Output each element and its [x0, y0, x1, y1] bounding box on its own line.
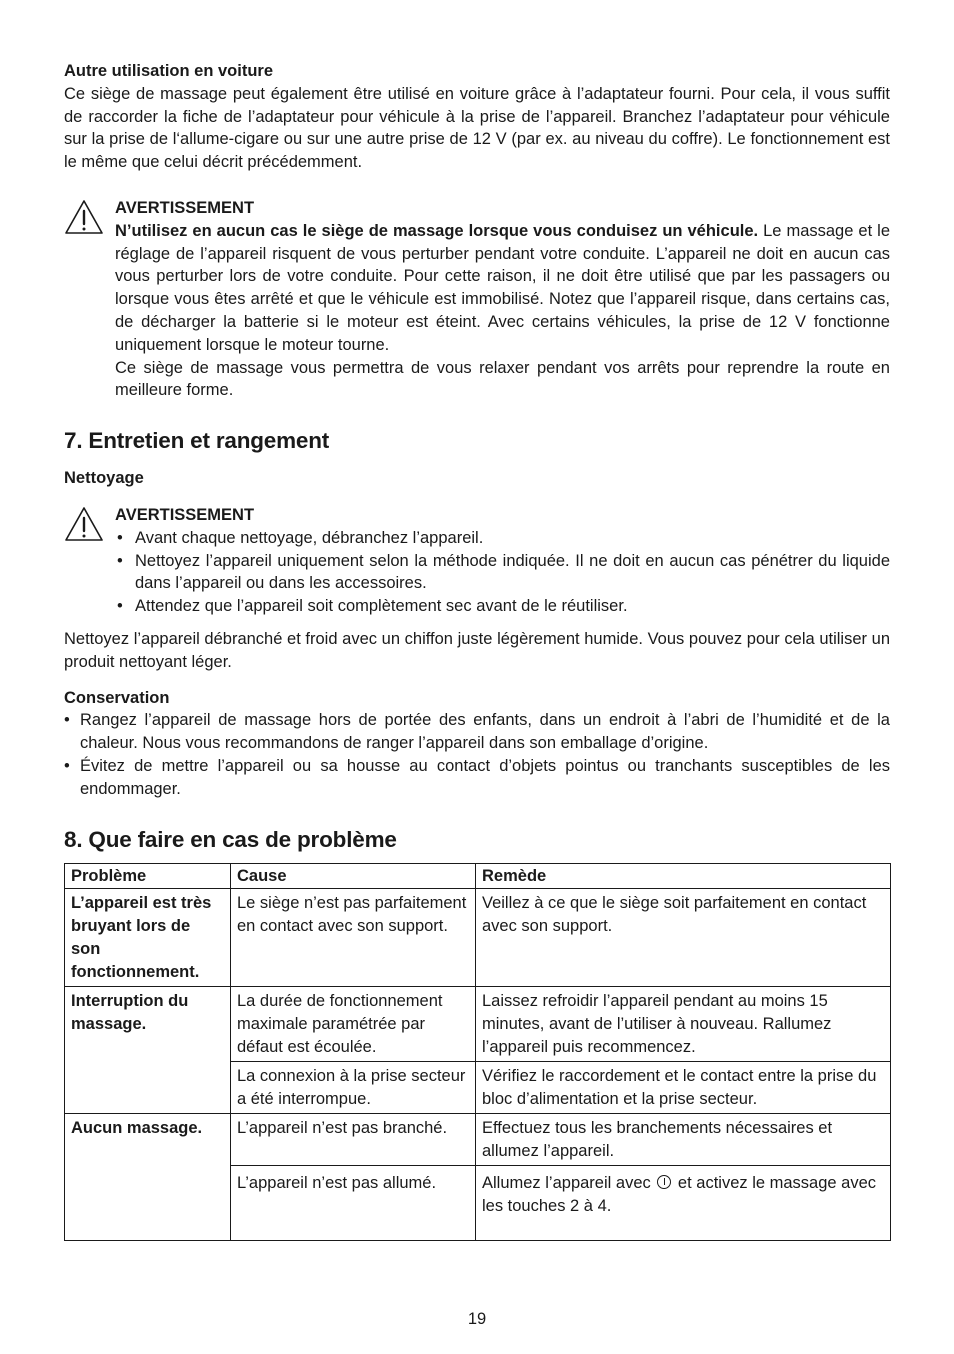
power-icon: [657, 1175, 671, 1189]
warning-triangle-icon: [64, 506, 104, 542]
list-item: • Évitez de mettre l’appareil ou sa housse au contact d’objets pointus ou tranchants susceptibles de les endommager.: [64, 755, 890, 801]
cause-cell: La durée de fonctionnement maximale paramétrée par défaut est écoulée.: [231, 986, 476, 1061]
warning-title: AVERTISSEMENT: [115, 505, 255, 524]
warning-driving: [64, 197, 890, 402]
table-row: [65, 888, 891, 986]
car-section-text: Ce siège de massage peut également être utilisé en voiture grâce à l’adaptateur fourni. Pour cela, il vous suffit de raccorder la fiche de l’adaptateur pour véhicule à la prise de l’appareil. Branchez l’adaptateur pour véhicule sur la prise de l‘allume-cigare ou sur une autre prise de 12 V (par ex. au niveau du coffre). Le fonctionnement est le même que celui décrit précédemment.: [64, 84, 890, 172]
warning-title: AVERTISSEMENT: [115, 198, 255, 217]
list-item: • Rangez l’appareil de massage hors de portée des enfants, dans un endroit à l’abri de l’humidité et de la chaleur. Nous vous recommandons de ranger l’appareil dans son emballage d’origine.: [64, 709, 890, 755]
warning-cleaning: [64, 504, 890, 618]
remedy-cell: Veillez à ce que le siège soit parfaitement en contact avec son support.: [476, 888, 891, 986]
car-section-title: Autre utilisation en voiture: [64, 62, 274, 80]
warning-text: [115, 220, 890, 357]
cleaning-title: Nettoyage: [64, 469, 144, 488]
column-header: Problème: [65, 863, 231, 888]
column-header: Remède: [476, 863, 891, 888]
warning-text-2: Ce siège de massage vous permettra de vous relaxer pendant vos arrêts pour reprendre la route en meilleure forme.: [115, 358, 890, 400]
remedy-text: et activez le massage avec les touches 2 à 4.: [482, 1173, 877, 1215]
storage-title: Conservation: [64, 688, 170, 707]
problem-cell: L’appareil est très bruyant lors de son fonctionnement.: [65, 888, 231, 986]
table-row: [65, 1113, 891, 1165]
cleaning-text: Nettoyez l’appareil débranché et froid avec un chiffon juste légèrement humide. Vous pouvez pour cela utiliser un produit nettoyant léger.: [64, 629, 890, 671]
section-7-heading: 7. Entretien et rangement: [64, 428, 330, 454]
remedy-cell: Laissez refroidir l’appareil pendant au moins 15 minutes, avant de l’utiliser à nouveau. Rallumez l’appareil puis recommencez.: [476, 986, 891, 1061]
troubleshooting-table: [64, 863, 891, 1241]
table-header-row: [65, 863, 891, 888]
page-number: 19: [467, 1310, 487, 1328]
cause-cell: L’appareil n’est pas allumé.: [231, 1165, 476, 1240]
warning-list: [115, 527, 890, 618]
cause-cell: La connexion à la prise secteur a été interrompue.: [231, 1061, 476, 1113]
remedy-cell: [476, 1165, 891, 1240]
storage-list: [64, 709, 890, 800]
table-row: [65, 986, 891, 1061]
column-header: Cause: [231, 863, 476, 888]
problem-cell: Aucun massage.: [65, 1113, 231, 1240]
remedy-text: Allumez l’appareil avec: [482, 1173, 656, 1192]
page-content: [64, 60, 890, 1241]
warning-triangle-icon: [64, 199, 104, 235]
cause-cell: Le siège n’est pas parfaitement en contact avec son support.: [231, 888, 476, 986]
warning-body: Le massage et le réglage de l’appareil risquent de vous perturber pendant votre conduite. L’appareil ne doit en aucun cas vous perturber lors de votre conduite. Pour cette raison, il ne doit être utilisé que par les passagers ou lorsque vous êtes arrêté et que le véhicule est immobilisé. Notez que l’appareil risque, dans certains cas, de décharger la batterie si le moteur est éteint. Avec certains véhicules, la prise de 12 V fonctionne uniquement lorsque le moteur tourne.: [115, 221, 891, 354]
list-item: • Attendez que l’appareil soit complètement sec avant de le réutiliser.: [115, 595, 890, 618]
warning-bold-lead: N’utilisez en aucun cas le siège de massage lorsque vous conduisez un véhicule.: [115, 221, 759, 240]
car-section: [64, 60, 890, 174]
list-item: • Nettoyez l’appareil uniquement selon la méthode indiquée. Il ne doit en aucun cas pénétrer du liquide dans l’appareil ou dans les accessoires.: [115, 550, 890, 596]
remedy-cell: Effectuez tous les branchements nécessaires et allumez l’appareil.: [476, 1113, 891, 1165]
cause-cell: L’appareil n’est pas branché.: [231, 1113, 476, 1165]
section-8-heading: 8. Que faire en cas de problème: [64, 826, 397, 852]
list-item: • Avant chaque nettoyage, débranchez l’appareil.: [115, 527, 890, 550]
problem-cell: Interruption du massage.: [65, 986, 231, 1113]
remedy-cell: Vérifiez le raccordement et le contact entre la prise du bloc d’alimentation et la prise secteur.: [476, 1061, 891, 1113]
